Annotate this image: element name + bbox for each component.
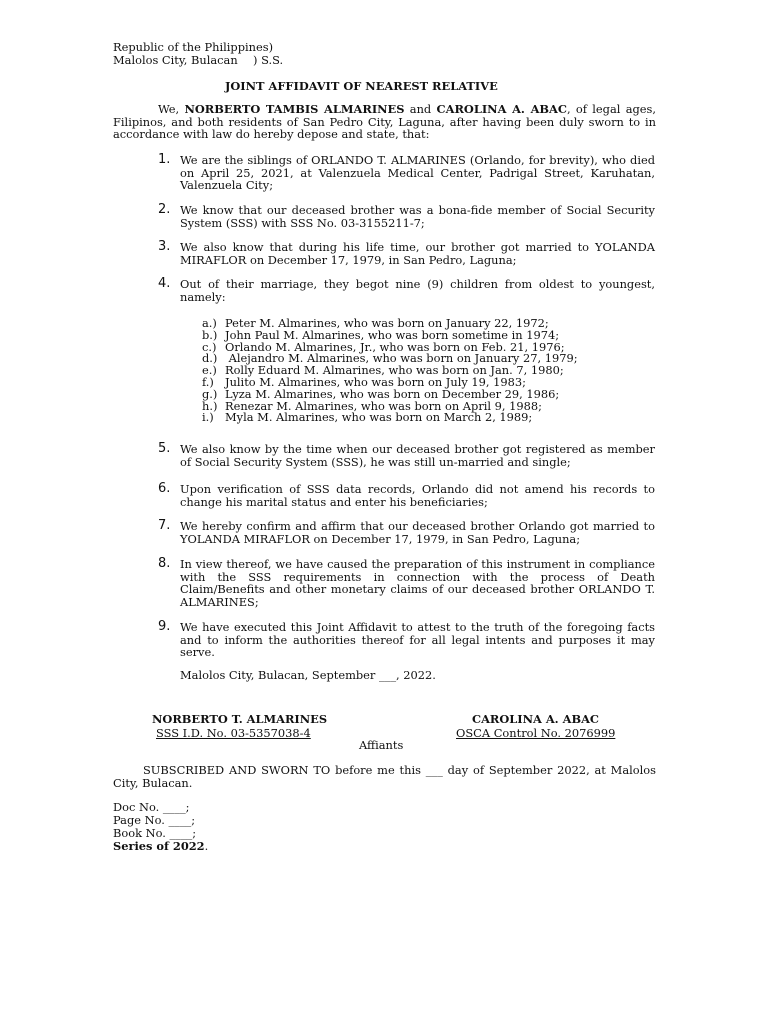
doc-number: Doc No. ____; — [113, 800, 190, 814]
item-text: Out of their marriage, they begot nine (9) children from oldest to youngest, namely: — [180, 277, 655, 304]
child-text: Peter M. Almarines, who was born on January 22, 1972; — [225, 316, 549, 330]
series-label: Series of 2022 — [113, 839, 205, 853]
child-text: Rolly Eduard M. Almarines, who was born on Jan. 7, 1980; — [225, 363, 564, 378]
child-entry — [202, 412, 578, 424]
intro-name-1: NORBERTO TAMBIS ALMARINES — [184, 102, 405, 116]
item-number: 8. — [158, 556, 171, 571]
affiant-2-name: CAROLINA A. ABAC — [472, 712, 599, 726]
item-text: We also know by the time when our deceased brother got registered as member of Social Security System (SSS), he was still un-married and single; — [180, 442, 655, 469]
child-label: f.) — [202, 374, 214, 389]
child-text: Renezar M. Almarines, who was born on April 9, 1988; — [225, 398, 542, 413]
intro-name-2: CAROLINA A. ABAC — [436, 102, 567, 116]
item-number: 6. — [158, 481, 171, 496]
item-number: 3. — [158, 239, 171, 254]
venue-ss: ) S.S. — [253, 53, 284, 67]
affiants-label: Affiants — [359, 738, 404, 752]
children-list — [202, 318, 578, 424]
document-title: JOINT AFFIDAVIT OF NEAREST RELATIVE — [225, 79, 498, 93]
item-text: Upon verification of SSS data records, Orlando did not amend his records to change his marital status and enter his beneficiaries; — [180, 482, 655, 509]
child-label: a.) — [202, 316, 217, 330]
jurat: SUBSCRIBED AND SWORN TO before me this ___ day of September 2022, at Malolos City, Bulacan. — [113, 763, 656, 790]
place-date: Malolos City, Bulacan, September ___, 2022. — [180, 668, 436, 682]
venue-city: Malolos City, Bulacan — [113, 53, 238, 67]
intro-paragraph — [113, 103, 656, 141]
book-number: Book No. ____; — [113, 826, 197, 840]
item-number: 1. — [158, 152, 171, 167]
item-number: 5. — [158, 441, 171, 456]
affiant-1-name: NORBERTO T. ALMARINES — [152, 712, 328, 726]
item-number: 7. — [158, 518, 171, 533]
child-text: Myla M. Almarines, who was born on March 2, 1989; — [225, 410, 533, 425]
child-text: Lyza M. Almarines, who was born on December 29, 1986; — [225, 386, 560, 401]
child-text: Julito M. Almarines, who was born on July 19, 1983; — [225, 374, 526, 389]
child-label: d.) — [202, 351, 218, 366]
affiant-1-id: SSS I.D. No. 03-5357038-4 — [156, 726, 311, 740]
intro-and: and — [404, 102, 437, 116]
child-text: Alejandro M. Almarines, who was born on January 27, 1979; — [225, 351, 578, 366]
child-label: i.) — [202, 410, 214, 425]
item-text: In view thereof, we have caused the preparation of this instrument in compliance with the SSS requirements in connection with the process of Death Claim/Benefits and other monetary claims of our deceased brother ORLANDO T. ALMARINES; — [180, 557, 655, 609]
page-number: Page No. ____; — [113, 813, 196, 827]
item-text: We hereby confirm and affirm that our deceased brother Orlando got married to YOLANDA MIRAFLOR on December 17, 1979, in San Pedro, Laguna; — [180, 519, 655, 546]
item-number: 9. — [158, 619, 171, 634]
child-label: b.) — [202, 327, 218, 342]
child-label: h.) — [202, 398, 218, 413]
child-label: c.) — [202, 339, 217, 354]
intro-we: We, — [158, 102, 185, 116]
series-end: . — [204, 839, 209, 853]
series — [113, 840, 208, 853]
child-text: John Paul M. Almarines, who was born sometime in 1974; — [225, 327, 560, 342]
item-text: We are the siblings of ORLANDO T. ALMARINES (Orlando, for brevity), who died on April 25, 2021, at Valenzuela Medical Center, Padrigal Street, Karuhatan, Valenzuela City; — [180, 153, 655, 192]
child-text: Orlando M. Almarines, Jr., who was born on Feb. 21, 1976; — [225, 339, 565, 354]
item-text: We know that our deceased brother was a bona-fide member of Social Security System (SSS) with SSS No. 03-3155211-7; — [180, 203, 655, 230]
venue-line-1: Republic of the Philippines) — [113, 40, 274, 54]
item-number: 2. — [158, 202, 171, 217]
affiant-2-id: OSCA Control No. 2076999 — [456, 726, 616, 740]
child-label: g.) — [202, 386, 218, 401]
intro-rest: , of legal ages, Filipinos, and both residents of San Pedro City, Laguna, after having been duly sworn to in accordance with law do hereby depose and state, that: — [113, 102, 656, 141]
item-text: We also know that during his life time, our brother got married to YOLANDA MIRAFLOR on December 17, 1979, in San Pedro, Laguna; — [180, 240, 655, 267]
child-label: e.) — [202, 363, 217, 378]
item-number: 4. — [158, 276, 171, 291]
item-text: We have executed this Joint Affidavit to attest to the truth of the foregoing facts and to inform the authorities thereof for all legal intents and purposes it may serve. — [180, 620, 655, 659]
